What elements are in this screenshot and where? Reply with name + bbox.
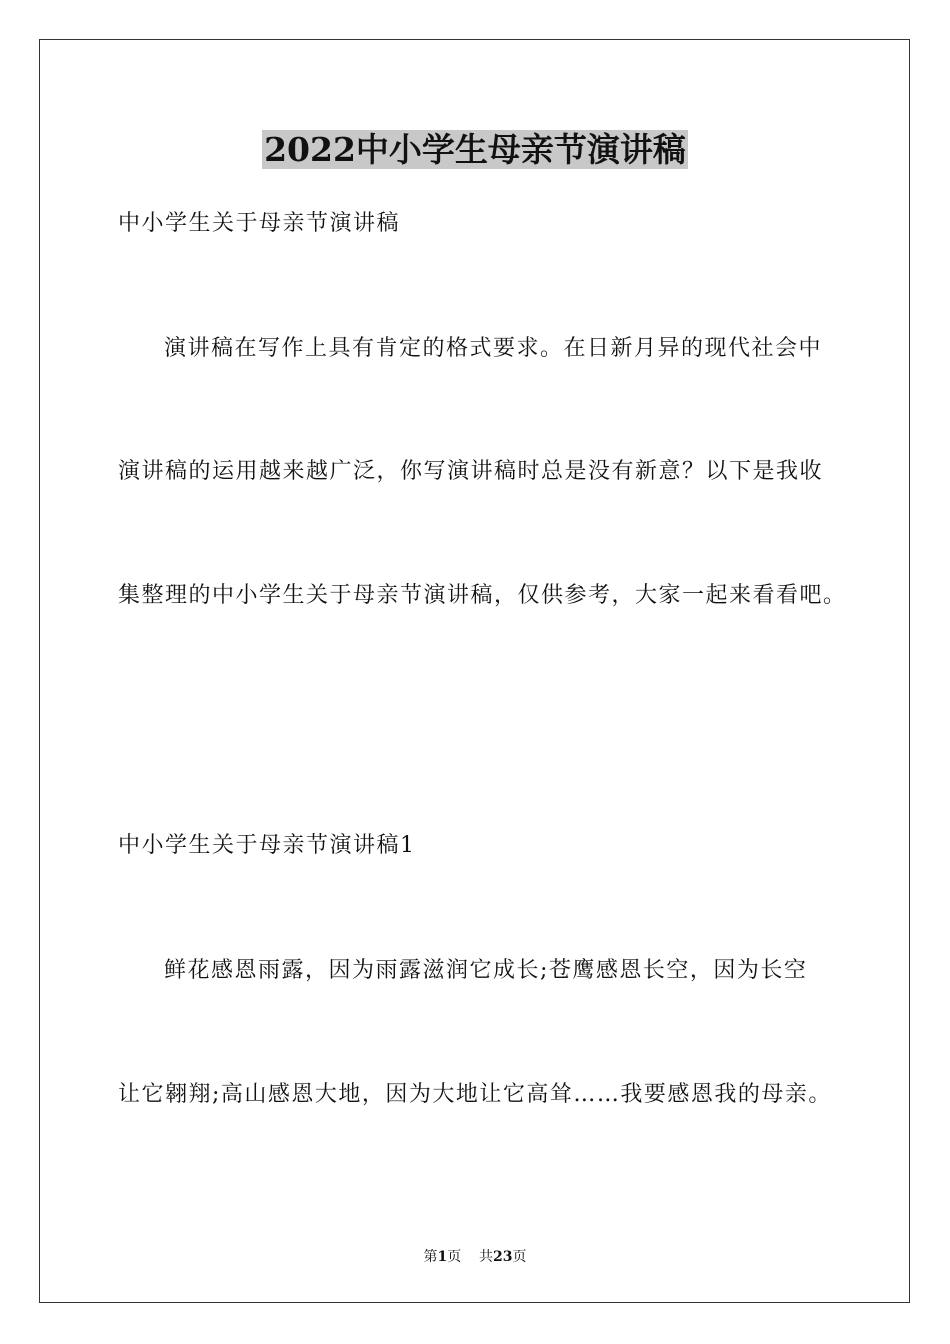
paragraph-line: 让它翱翔;高山感恩大地，因为大地让它高耸……我要感恩我的母亲。 [118,1082,832,1107]
page-number: 1 [437,1249,448,1265]
page-footer [0,1247,950,1267]
paragraph-line: 集整理的中小学生关于母亲节演讲稿，仅供参考，大家一起来看看吧。 [118,583,847,608]
document-subtitle: 中小学生关于母亲节演讲稿 [118,211,401,236]
paragraph-line: 演讲稿的运用越来越广泛，你写演讲稿时总是没有新意？以下是我收 [118,459,824,484]
total-suffix: 页 [512,1249,527,1265]
total-pages: 23 [493,1249,513,1265]
section-heading: 中小学生关于母亲节演讲稿1 [118,833,416,858]
page-suffix: 页 [447,1249,462,1265]
paragraph-line: 鲜花感恩雨露，因为雨露滋润它成长;苍鹰感恩长空，因为长空 [164,958,808,983]
total-prefix: 共 [479,1249,494,1265]
page-prefix: 第 [423,1249,438,1265]
document-title-text: 2022中小学生母亲节演讲稿 [264,130,686,169]
document-title [0,128,950,172]
paragraph-line: 演讲稿在写作上具有肯定的格式要求。在日新月异的现代社会中 [164,336,823,361]
